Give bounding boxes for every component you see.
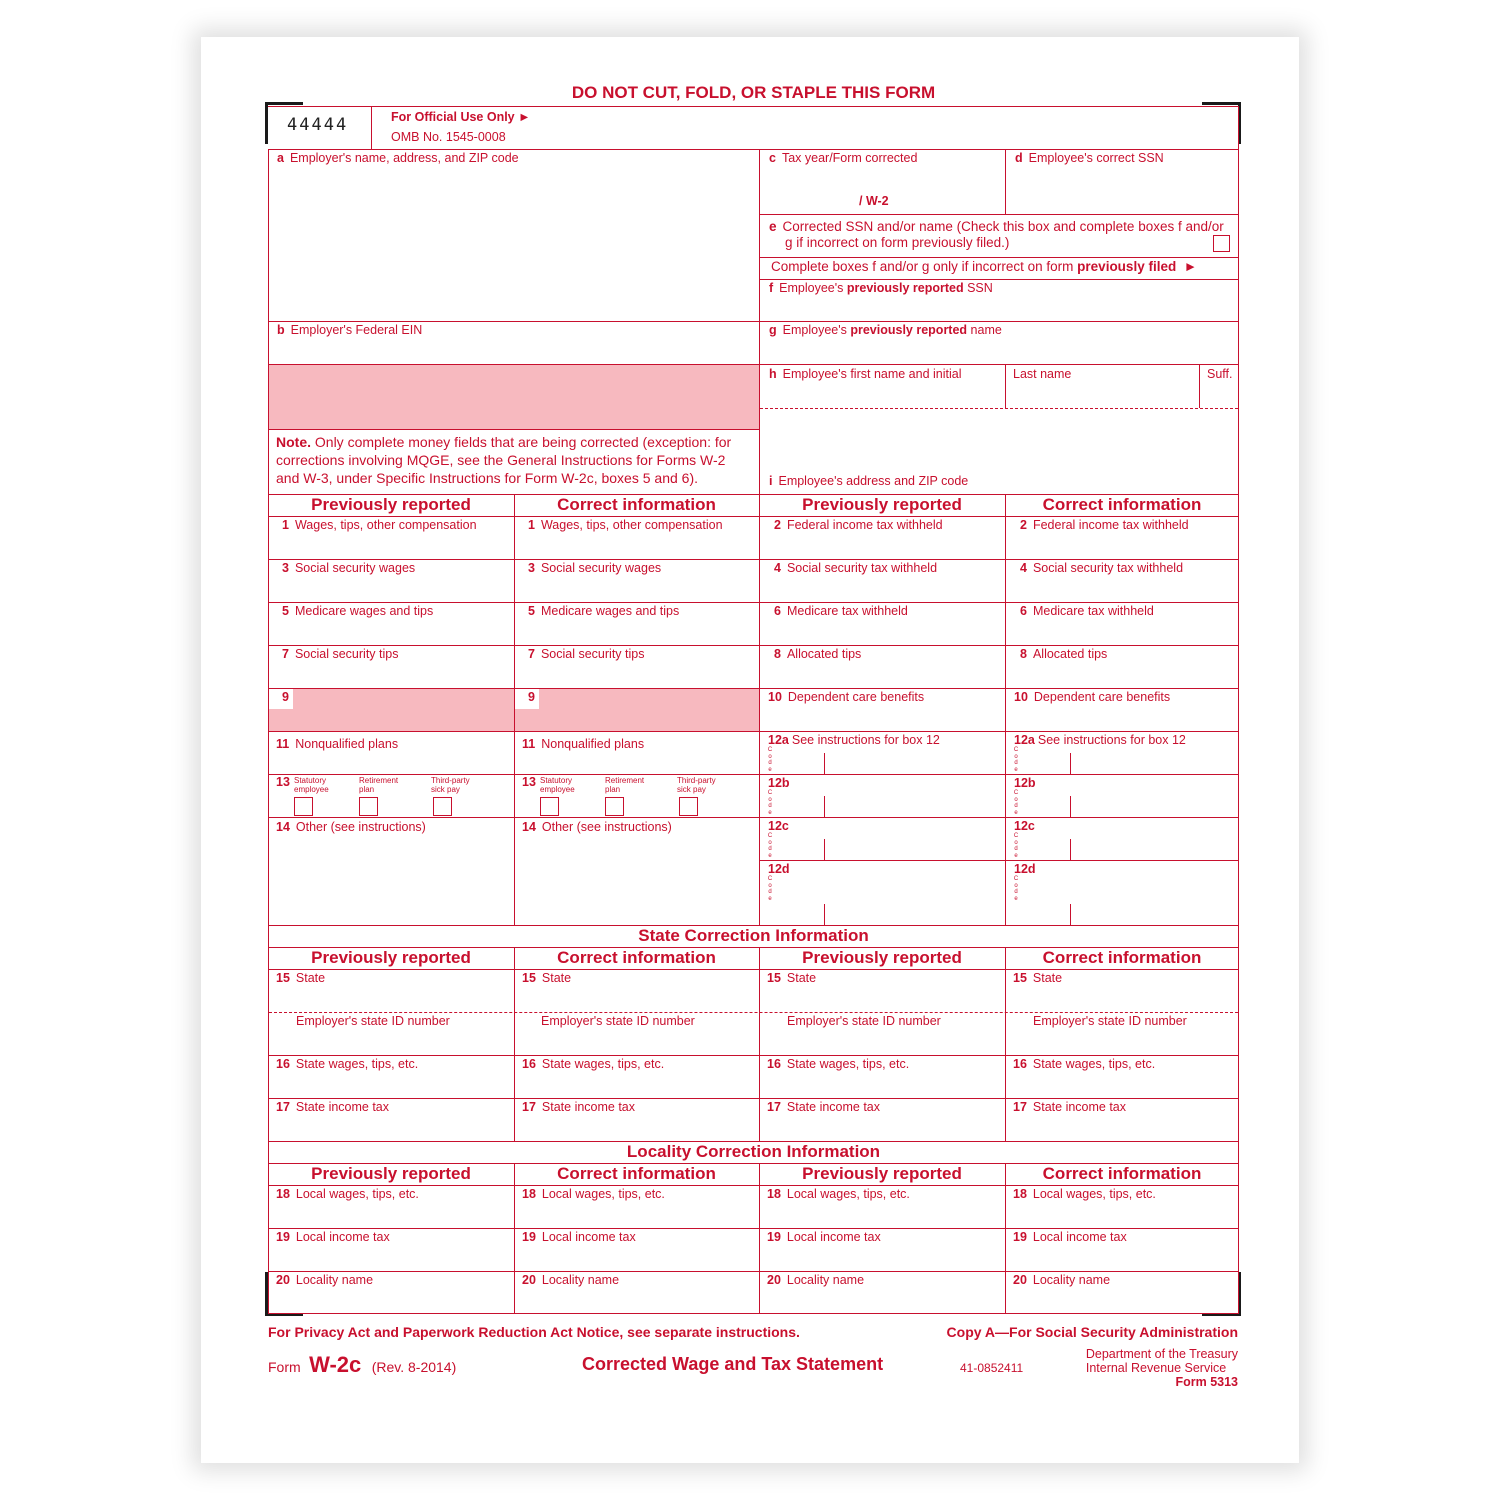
box-i-label: i Employee's address and ZIP code bbox=[769, 474, 969, 488]
statutory-employee-checkbox[interactable] bbox=[294, 797, 313, 816]
rule bbox=[1070, 753, 1071, 774]
rule bbox=[268, 774, 1239, 775]
box-14-prev-label: 14 Other (see instructions) bbox=[276, 820, 426, 834]
box-11-prev-label: 11 Nonqualified plans bbox=[276, 737, 399, 751]
retirement-plan-label: Retirement plan bbox=[359, 776, 399, 794]
col-header-correct: Correct information bbox=[557, 948, 716, 967]
code-label: C o d e bbox=[767, 833, 773, 859]
rule bbox=[759, 149, 760, 925]
third-party-sick-pay-label: Third-party sick pay bbox=[677, 776, 716, 794]
third-party-sick-pay-checkbox[interactable] bbox=[679, 797, 698, 816]
box-2-prev-label: 2 Federal income tax withheld bbox=[774, 518, 943, 532]
box-16-label: 16 State wages, tips, etc. bbox=[276, 1057, 419, 1071]
box-6-correct-label: 6 Medicare tax withheld bbox=[1020, 604, 1154, 618]
box-9-screen bbox=[269, 689, 514, 731]
box-15-label: 15 State bbox=[276, 971, 326, 985]
box-20-label: 20 Locality name bbox=[767, 1273, 865, 1287]
box-d-label: d Employee's correct SSN bbox=[1015, 151, 1164, 165]
box-7-prev-label: 7 Social security tips bbox=[282, 647, 399, 661]
box-4-correct-label: 4 Social security tax withheld bbox=[1020, 561, 1184, 575]
employer-state-id-label: Employer's state ID number bbox=[296, 1014, 450, 1028]
box-19-label: 19 Local income tax bbox=[276, 1230, 390, 1244]
rule bbox=[759, 947, 760, 1141]
rule bbox=[1005, 364, 1006, 408]
box-g-label: g Employee's previously reported name bbox=[769, 323, 1002, 337]
col-header-correct: Correct information bbox=[1042, 495, 1202, 514]
box-7-correct-label: 7 Social security tips bbox=[528, 647, 645, 661]
col-header-prev: Previously reported bbox=[802, 1164, 962, 1183]
note-text: Note. Only complete money fields that are being corrected (exception: for corrections involving MQGE, see the General Instructions for Forms W-2 and W-3, under Specific Instructions for Form W-2c, boxes 5 and 6). bbox=[276, 434, 732, 486]
rule bbox=[268, 149, 1239, 150]
code-label: C o d e bbox=[1013, 833, 1019, 859]
agency-block: Department of the Treasury Internal Revenue Service Form 5313 bbox=[1085, 1347, 1238, 1389]
box-10-correct-label: 10 Dependent care benefits bbox=[1014, 690, 1171, 704]
box-3-prev-label: 3 Social security wages bbox=[282, 561, 416, 575]
rule bbox=[268, 1185, 1239, 1186]
privacy-notice: For Privacy Act and Paperwork Reduction Act Notice, see separate instructions. bbox=[268, 1324, 800, 1340]
box-20-label: 20 Locality name bbox=[1013, 1273, 1111, 1287]
retirement-plan-checkbox[interactable] bbox=[605, 797, 624, 816]
box-5-correct-label: 5 Medicare wages and tips bbox=[528, 604, 680, 618]
rule bbox=[268, 1313, 1239, 1314]
rule bbox=[268, 817, 1239, 818]
box-10-prev-label: 10 Dependent care benefits bbox=[768, 690, 925, 704]
form-code: 44444 bbox=[287, 115, 349, 135]
rule bbox=[759, 214, 1239, 215]
omb-number: OMB No. 1545-0008 bbox=[391, 130, 506, 144]
statutory-employee-checkbox[interactable] bbox=[540, 797, 559, 816]
rule bbox=[1199, 364, 1200, 408]
rule bbox=[268, 321, 759, 322]
last-name-label: Last name bbox=[1013, 367, 1072, 381]
rule bbox=[759, 321, 1239, 322]
rule bbox=[268, 106, 1239, 107]
rule bbox=[268, 1228, 1239, 1229]
frame-right bbox=[1238, 106, 1239, 1313]
box-16-label: 16 State wages, tips, etc. bbox=[767, 1057, 910, 1071]
rule bbox=[1070, 839, 1071, 860]
rule bbox=[759, 279, 1239, 280]
statutory-employee-label: Statutory employee bbox=[294, 776, 329, 794]
box-f-label: f Employee's previously reported SSN bbox=[769, 281, 993, 295]
box-13-correct-number: 13 bbox=[522, 775, 536, 789]
col-header-prev: Previously reported bbox=[311, 495, 471, 514]
complete-f-g-instruction: Complete boxes f and/or g only if incorrect on form previously filed ► bbox=[771, 259, 1198, 274]
box-12d-prev-label: 12d bbox=[768, 862, 790, 876]
box-17-label: 17 State income tax bbox=[276, 1100, 390, 1114]
suffix-label: Suff. bbox=[1207, 367, 1233, 381]
rule bbox=[824, 753, 825, 774]
official-use-label: For Official Use Only ► bbox=[391, 110, 531, 124]
box-1-prev-label: 1 Wages, tips, other compensation bbox=[282, 518, 477, 532]
box-19-label: 19 Local income tax bbox=[1013, 1230, 1127, 1244]
rule bbox=[759, 257, 1239, 258]
box-5-prev-label: 5 Medicare wages and tips bbox=[282, 604, 434, 618]
rule bbox=[268, 516, 1239, 517]
rule bbox=[824, 796, 825, 817]
box-8-correct-label: 8 Allocated tips bbox=[1020, 647, 1108, 661]
warning-title: DO NOT CUT, FOLD, OR STAPLE THIS FORM bbox=[571, 83, 936, 102]
rule bbox=[268, 645, 1239, 646]
rule bbox=[1005, 149, 1006, 214]
box-1-correct-label: 1 Wages, tips, other compensation bbox=[528, 518, 723, 532]
rule bbox=[1070, 904, 1071, 925]
form-corrected-value: / W-2 bbox=[859, 194, 889, 208]
box-9-screen bbox=[515, 689, 759, 731]
form-title: Corrected Wage and Tax Statement bbox=[582, 1354, 884, 1374]
rule bbox=[268, 429, 759, 430]
corner-mark bbox=[265, 102, 268, 144]
locality-section-title: Locality Correction Information bbox=[626, 1142, 881, 1161]
statutory-employee-label: Statutory employee bbox=[540, 776, 575, 794]
code-label: C o d e bbox=[1013, 747, 1019, 773]
form-id: Form W-2c (Rev. 8-2014) bbox=[268, 1352, 457, 1377]
retirement-plan-checkbox[interactable] bbox=[359, 797, 378, 816]
rule bbox=[371, 106, 372, 149]
box-3-correct-label: 3 Social security wages bbox=[528, 561, 662, 575]
employer-state-id-label: Employer's state ID number bbox=[541, 1014, 695, 1028]
box-18-label: 18 Local wages, tips, etc. bbox=[522, 1187, 665, 1201]
code-label: C o d e bbox=[767, 747, 773, 773]
code-label: C o d e bbox=[1013, 876, 1019, 902]
box-11-correct-label: 11 Nonqualified plans bbox=[522, 737, 645, 751]
box-16-label: 16 State wages, tips, etc. bbox=[522, 1057, 665, 1071]
box-12a-prev-label: 12a See instructions for box 12 bbox=[768, 733, 940, 747]
rule bbox=[759, 364, 1239, 365]
box-17-label: 17 State income tax bbox=[522, 1100, 636, 1114]
box-17-label: 17 State income tax bbox=[767, 1100, 881, 1114]
box-e-label: e Corrected SSN and/or name (Check this box and complete boxes f and/or g if incorrect on form previously filed.) bbox=[769, 219, 1224, 250]
third-party-sick-pay-label: Third-party sick pay bbox=[431, 776, 470, 794]
rule bbox=[824, 904, 825, 925]
rule bbox=[268, 969, 1239, 970]
col-header-prev: Previously reported bbox=[802, 948, 962, 967]
box-15-label: 15 State bbox=[767, 971, 817, 985]
col-header-prev: Previously reported bbox=[311, 948, 471, 967]
code-label: C o d e bbox=[767, 876, 773, 902]
box-12c-prev-label: 12c bbox=[768, 819, 789, 833]
box-6-prev-label: 6 Medicare tax withheld bbox=[774, 604, 908, 618]
box-b-label: b Employer's Federal EIN bbox=[277, 323, 423, 337]
rule bbox=[268, 1055, 1239, 1056]
corrected-ssn-checkbox[interactable] bbox=[1213, 235, 1230, 252]
box-15-label: 15 State bbox=[1013, 971, 1063, 985]
box-14-correct-label: 14 Other (see instructions) bbox=[522, 820, 672, 834]
copy-a-label: Copy A—For Social Security Administration bbox=[946, 1324, 1238, 1340]
rule bbox=[1070, 796, 1071, 817]
rule bbox=[824, 839, 825, 860]
col-header-correct: Correct information bbox=[1042, 1164, 1202, 1183]
box-9-prev-label: 9 bbox=[282, 690, 289, 704]
rule bbox=[268, 602, 1239, 603]
rule bbox=[268, 1098, 1239, 1099]
box-18-label: 18 Local wages, tips, etc. bbox=[1013, 1187, 1156, 1201]
box-20-label: 20 Locality name bbox=[276, 1273, 374, 1287]
third-party-sick-pay-checkbox[interactable] bbox=[433, 797, 452, 816]
col-header-prev: Previously reported bbox=[311, 1164, 471, 1183]
rule bbox=[514, 947, 515, 1141]
box-4-prev-label: 4 Social security tax withheld bbox=[774, 561, 938, 575]
screened-area bbox=[269, 365, 759, 429]
rule bbox=[268, 731, 1239, 732]
box-16-label: 16 State wages, tips, etc. bbox=[1013, 1057, 1156, 1071]
box-18-label: 18 Local wages, tips, etc. bbox=[276, 1187, 419, 1201]
box-12b-prev-label: 12b bbox=[768, 776, 790, 790]
box-12a-correct-label: 12a See instructions for box 12 bbox=[1014, 733, 1186, 747]
rule bbox=[268, 559, 1239, 560]
box-12c-correct-label: 12c bbox=[1014, 819, 1035, 833]
rule bbox=[269, 1012, 1238, 1013]
retirement-plan-label: Retirement plan bbox=[605, 776, 645, 794]
col-header-correct: Correct information bbox=[1042, 948, 1202, 967]
rule bbox=[1005, 947, 1006, 1141]
box-c-label: c Tax year/Form corrected bbox=[769, 151, 918, 165]
col-header-correct: Correct information bbox=[557, 495, 716, 514]
rule bbox=[268, 1271, 1239, 1272]
box-2-correct-label: 2 Federal income tax withheld bbox=[1020, 518, 1189, 532]
rule bbox=[760, 408, 1238, 409]
box-a-label: a Employer's name, address, and ZIP code bbox=[277, 151, 519, 165]
rule bbox=[759, 860, 1239, 861]
code-label: C o d e bbox=[1013, 790, 1019, 816]
code-label: C o d e bbox=[767, 790, 773, 816]
box-12d-correct-label: 12d bbox=[1014, 862, 1036, 876]
employer-state-id-label: Employer's state ID number bbox=[1033, 1014, 1187, 1028]
box-h-label: h Employee's first name and initial bbox=[769, 367, 962, 381]
box-9-correct-label: 9 bbox=[528, 690, 535, 704]
employer-state-id-label: Employer's state ID number bbox=[787, 1014, 941, 1028]
col-header-correct: Correct information bbox=[557, 1164, 716, 1183]
box-19-label: 19 Local income tax bbox=[767, 1230, 881, 1244]
box-13-prev-number: 13 bbox=[276, 775, 290, 789]
state-section-title: State Correction Information bbox=[638, 926, 869, 945]
box-18-label: 18 Local wages, tips, etc. bbox=[767, 1187, 910, 1201]
col-header-prev: Previously reported bbox=[802, 495, 962, 514]
box-12b-correct-label: 12b bbox=[1014, 776, 1036, 790]
box-17-label: 17 State income tax bbox=[1013, 1100, 1127, 1114]
form-code-number: 41-0852411 bbox=[960, 1361, 1024, 1375]
box-15-label: 15 State bbox=[522, 971, 572, 985]
box-19-label: 19 Local income tax bbox=[522, 1230, 636, 1244]
box-8-prev-label: 8 Allocated tips bbox=[774, 647, 862, 661]
box-20-label: 20 Locality name bbox=[522, 1273, 620, 1287]
